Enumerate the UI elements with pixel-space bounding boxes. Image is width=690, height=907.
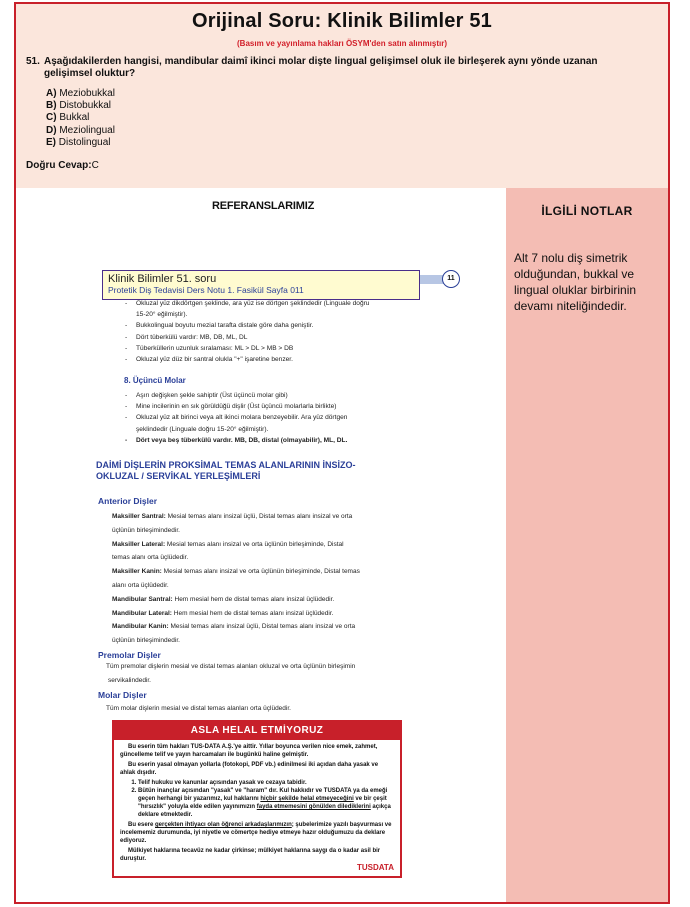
list-item: - Okluzal yüz dikdörtgen şeklinde, ara yüz ise dörtgen şeklindedir (Linguale doğru — [124, 298, 424, 309]
anterior-list — [112, 510, 402, 648]
page-number: 11 — [442, 270, 460, 288]
answer-options — [46, 88, 115, 149]
warning-paragraph: Bu eserin yasal olmayan yollarla (fotokopi, PDF vb.) edinilmesi iki açıdan daha yasak ve ahlak dışıdır. — [120, 762, 379, 776]
question-number: 51. — [26, 56, 40, 67]
list-item: Mandibular Kanin: Mesial temas alanı insizal üçlü, Distal temas alanı insizal ve orta — [112, 623, 356, 631]
section-heading-third-molar: 8. Üçüncü Molar — [124, 376, 186, 385]
list-item: - Dört veya beş tüberkülü vardır. MB, DB, distal (olmayabilir), ML, DL. — [124, 435, 424, 446]
notes-heading: İLGİLİ NOTLAR — [541, 204, 633, 218]
third-molar-bullet-list — [124, 390, 424, 446]
list-item: şeklindedir (Linguale doğru 15-20° eğilmiştir). — [136, 425, 269, 433]
copyright-note: (Basım ve yayınlama hakları ÖSYM'den satın alınmıştır) — [237, 39, 447, 48]
list-item: - Okluzal yüz alt birinci veya alt ikinci molara benzeyebilir. Ara yüz dörtgen — [124, 412, 424, 423]
premolar-text: Tüm premolar dişlerin mesial ve distal temas alanları okluzal ve orta üçlünün birleşimin servikalindedir. — [106, 663, 356, 684]
warning-list — [120, 779, 394, 819]
molar-heading: Molar Dişler — [98, 690, 147, 700]
option-a: A) Meziobukkal — [46, 88, 115, 99]
question-title: Orijinal Soru: Klinik Bilimler 51 — [191, 10, 492, 32]
list-item: 1. Telif hukuku ve kanunlar açısından yasak ve cezaya tabidir. — [138, 779, 394, 787]
warning-paragraph: Mülkiyet haklarına tecavüz ne kadar çirkinse; mülkiyet haklarına saygı da o kadar asil bir duruştur. — [120, 848, 381, 862]
question-text: Aşağıdakilerden hangisi, mandibular daimî ikinci molar dişte lingual gelişimsel oluk ile birleşerek aynı yönde uzanan gelişimsel oluktur? — [44, 56, 598, 79]
answer-label: Doğru Cevap: — [26, 160, 92, 171]
option-c: C) Bukkal — [46, 112, 90, 124]
references-heading: REFERANSLARIMIZ — [212, 200, 315, 212]
question-stem — [26, 56, 646, 80]
brand-logo: TUSDATA — [356, 863, 394, 872]
copyright-warning-box — [112, 720, 402, 878]
reference-title: Klinik Bilimler 51. soru — [108, 273, 217, 285]
correct-answer — [26, 160, 99, 171]
option-e: E) Distolingual — [46, 136, 111, 148]
list-item: - Mine incilerinin en sık görüldüğü dişlir (Üst üçüncü molarlarla birlikte) — [124, 401, 424, 412]
list-item: Mandibular Lateral: Hem mesial hem de distal temas alanı insizal üçlüdedir. — [112, 609, 334, 617]
list-item: - Okluzal yüz düz bir santral olukla "+" işaretine benzer. — [124, 354, 424, 365]
contact-areas-heading: DAİMİ DİŞLERİN PROKSİMAL TEMAS ALANLARININ İNSİZO- OKLUZAL / SERVİKAL YERLEŞİMLERİ — [96, 460, 356, 481]
list-item: üçlünün birleşimindedir. — [112, 526, 180, 534]
list-item: - Tüberküllerin uzunluk sıralaması: ML > DL > MB > DB — [124, 343, 424, 354]
list-item: üçlünün birleşimindedir. — [112, 637, 180, 645]
premolar-heading: Premolar Dişler — [98, 650, 161, 660]
list-item: 15-20° eğilmiştir). — [136, 311, 188, 319]
warning-heading: ASLA HELAL ETMİYORUZ — [114, 722, 400, 740]
list-item: - Aşırı değişken şekle sahiptir (Üst üçüncü molar gibi) — [124, 390, 424, 401]
option-b: B) Distobukkal — [46, 100, 112, 112]
list-item: Mandibular Santral: Hem mesial hem de distal temas alanı insizal üçlüdedir. — [112, 595, 335, 603]
warning-body — [114, 740, 400, 863]
page-frame — [14, 2, 670, 904]
answer-value: C — [91, 160, 99, 171]
list-item: temas alanı orta üçlüdedir. — [112, 554, 189, 562]
list-item: alanı orta üçlüdedir. — [112, 581, 169, 589]
reference-source: Protetik Diş Tedavisi Ders Notu 1. Fasikül Sayfa 011 — [108, 285, 304, 295]
list-item: Maksiller Santral: Mesial temas alanı insizal üçlü, Distal temas alanı insizal ve orta — [112, 513, 353, 520]
anterior-heading: Anterior Dişler — [98, 496, 158, 506]
molar-bullet-list — [124, 298, 424, 365]
notes-text: Alt 7 nolu diş simetrik olduğundan, bukkal ve lingual oluklar birbirinin devamı niteliğindedir. — [514, 251, 637, 313]
list-item: 2. Bütün inançlar açısından "yasak" ve "haram" dır. Kul hakkıdır ve TUSDATA ya da emeği geçen herhangi bir yazarımız, kul haklarını hiçbir şekilde helal etmeyeceğini ve bir çeşit "hırsızlık" yoluyla elde edilen yayınımızın fayda etmemesini gönülden dilediklerini açıkça deklare etmektedir. — [138, 787, 394, 819]
list-item: Maksiller Kanin: Mesial temas alanı insizal ve orta üçlünün birleşiminde, Distal temas — [112, 568, 360, 576]
reference-label-box — [102, 270, 420, 300]
warning-paragraph: Bu eserin tüm hakları TUS-DATA A.Ş.'ye aittir. Yıllar boyunca verilen nice emek, zahmet, güncelleme telif ve yayın harcamaları ile bugünkü haline gelmiştir. — [120, 744, 378, 758]
list-item: - Bukkolingual boyutu mezial tarafta distale göre daha geniştir. — [124, 320, 424, 331]
notes-panel — [506, 188, 668, 904]
molar-text: Tüm molar dişlerin mesial ve distal temas alanları orta üçlüdedir. — [106, 705, 291, 712]
list-item: - Dört tüberkülü vardır: MB, DB, ML, DL — [124, 332, 424, 343]
option-d: D) Meziolingual — [46, 124, 115, 136]
warning-paragraph: Bu esere gerçekten ihtiyacı olan öğrenci arkadaşlarımızın; şubelerimize yazılı başvurması ve incelememiz durumunda, iyi niyetle ve cömertçe hediye etmeye hazır olduğumuzu da deklare ediyoruz. — [120, 822, 392, 844]
list-item: Maksiller Lateral: Mesial temas alanı insizal ve orta üçlünün birleşiminde, Distal — [112, 540, 344, 548]
